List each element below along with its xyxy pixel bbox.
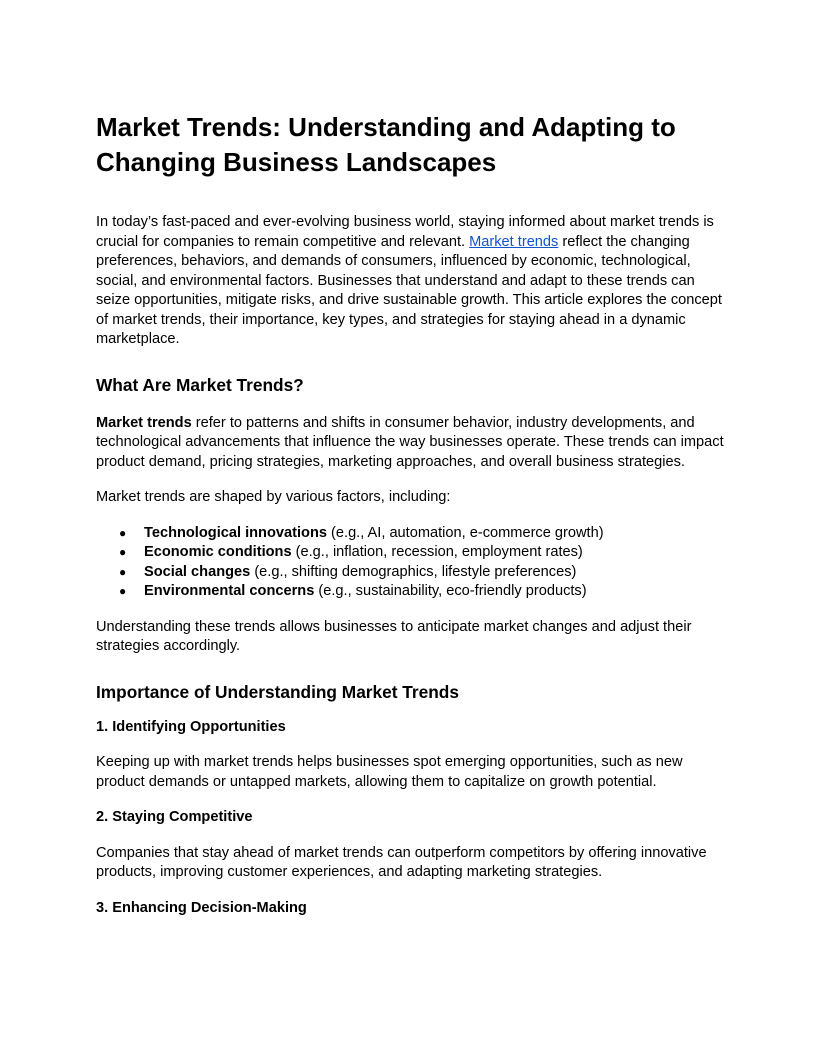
intro-paragraph bbox=[96, 213, 724, 350]
definition-term: Market trends bbox=[96, 414, 192, 431]
factor-name: Social changes bbox=[144, 563, 251, 580]
factor-name: Environmental concerns bbox=[144, 583, 315, 599]
page-title: Market Trends: Understanding and Adapting to Changing Business Landscapes bbox=[96, 112, 676, 177]
factors-list bbox=[96, 524, 724, 602]
factor-name: Technological innovations bbox=[144, 524, 327, 541]
intro-text-after-link: reflect the changing preferences, behaviors, and demands of consumers, influenced by economic, technological, social, and environmental factors. Businesses that understand and adapt to these trends can seize opportunities, mitigate risks, and drive sustainable growth. This article explores the concept of market trends, their importance, key types, and strategies for staying ahead in a dynamic marketplace. bbox=[96, 233, 722, 347]
document-page bbox=[96, 110, 724, 918]
list-item bbox=[96, 524, 724, 544]
factors-conclusion: Understanding these trends allows businesses to anticipate market changes and adjust their strategies accordingly. bbox=[96, 618, 692, 654]
section-heading-importance: Importance of Understanding Market Trends bbox=[96, 681, 459, 702]
bullet-icon: ● bbox=[119, 564, 127, 579]
subheading-enhancing-decision-making: 3. Enhancing Decision-Making bbox=[96, 899, 307, 916]
factor-examples: (e.g., shifting demographics, lifestyle preferences) bbox=[250, 563, 577, 580]
market-trends-link[interactable]: Market trends bbox=[469, 233, 559, 250]
factor-examples: (e.g., AI, automation, e-commerce growth) bbox=[326, 524, 604, 541]
subheading-identifying-opportunities: 1. Identifying Opportunities bbox=[96, 718, 286, 735]
factor-examples: (e.g., inflation, recession, employment rates) bbox=[291, 544, 583, 560]
bullet-icon: ● bbox=[119, 545, 127, 559]
list-item bbox=[96, 582, 724, 602]
factors-intro: Market trends are shaped by various factors, including: bbox=[96, 489, 451, 505]
definition-text: refer to patterns and shifts in consumer behavior, industry developments, and technological advancements that influence the way businesses operate. These trends can impact product demand, pricing strategies, marketing approaches, and overall business strategies. bbox=[96, 414, 724, 470]
section-heading-what-are-market-trends: What Are Market Trends? bbox=[96, 374, 304, 395]
list-item bbox=[96, 563, 724, 583]
factor-name: Economic conditions bbox=[144, 544, 292, 560]
bullet-icon: ● bbox=[119, 584, 127, 598]
definition-paragraph bbox=[96, 414, 724, 473]
factor-examples: (e.g., sustainability, eco-friendly products) bbox=[314, 583, 587, 599]
intro-text-before-link: In today’s fast-paced and ever-evolving business world, staying informed about market trends is crucial for companies to remain competitive and relevant. bbox=[96, 214, 714, 250]
identifying-opportunities-text: Keeping up with market trends helps businesses spot emerging opportunities, such as new product demands or untapped markets, allowing them to capitalize on growth potential. bbox=[96, 754, 683, 790]
list-item bbox=[96, 543, 724, 563]
subheading-staying-competitive: 2. Staying Competitive bbox=[96, 809, 253, 825]
staying-competitive-text: Companies that stay ahead of market trends can outperform competitors by offering innovative products, improving customer experiences, and adapting marketing strategies. bbox=[96, 844, 707, 880]
bullet-icon: ● bbox=[119, 525, 127, 540]
